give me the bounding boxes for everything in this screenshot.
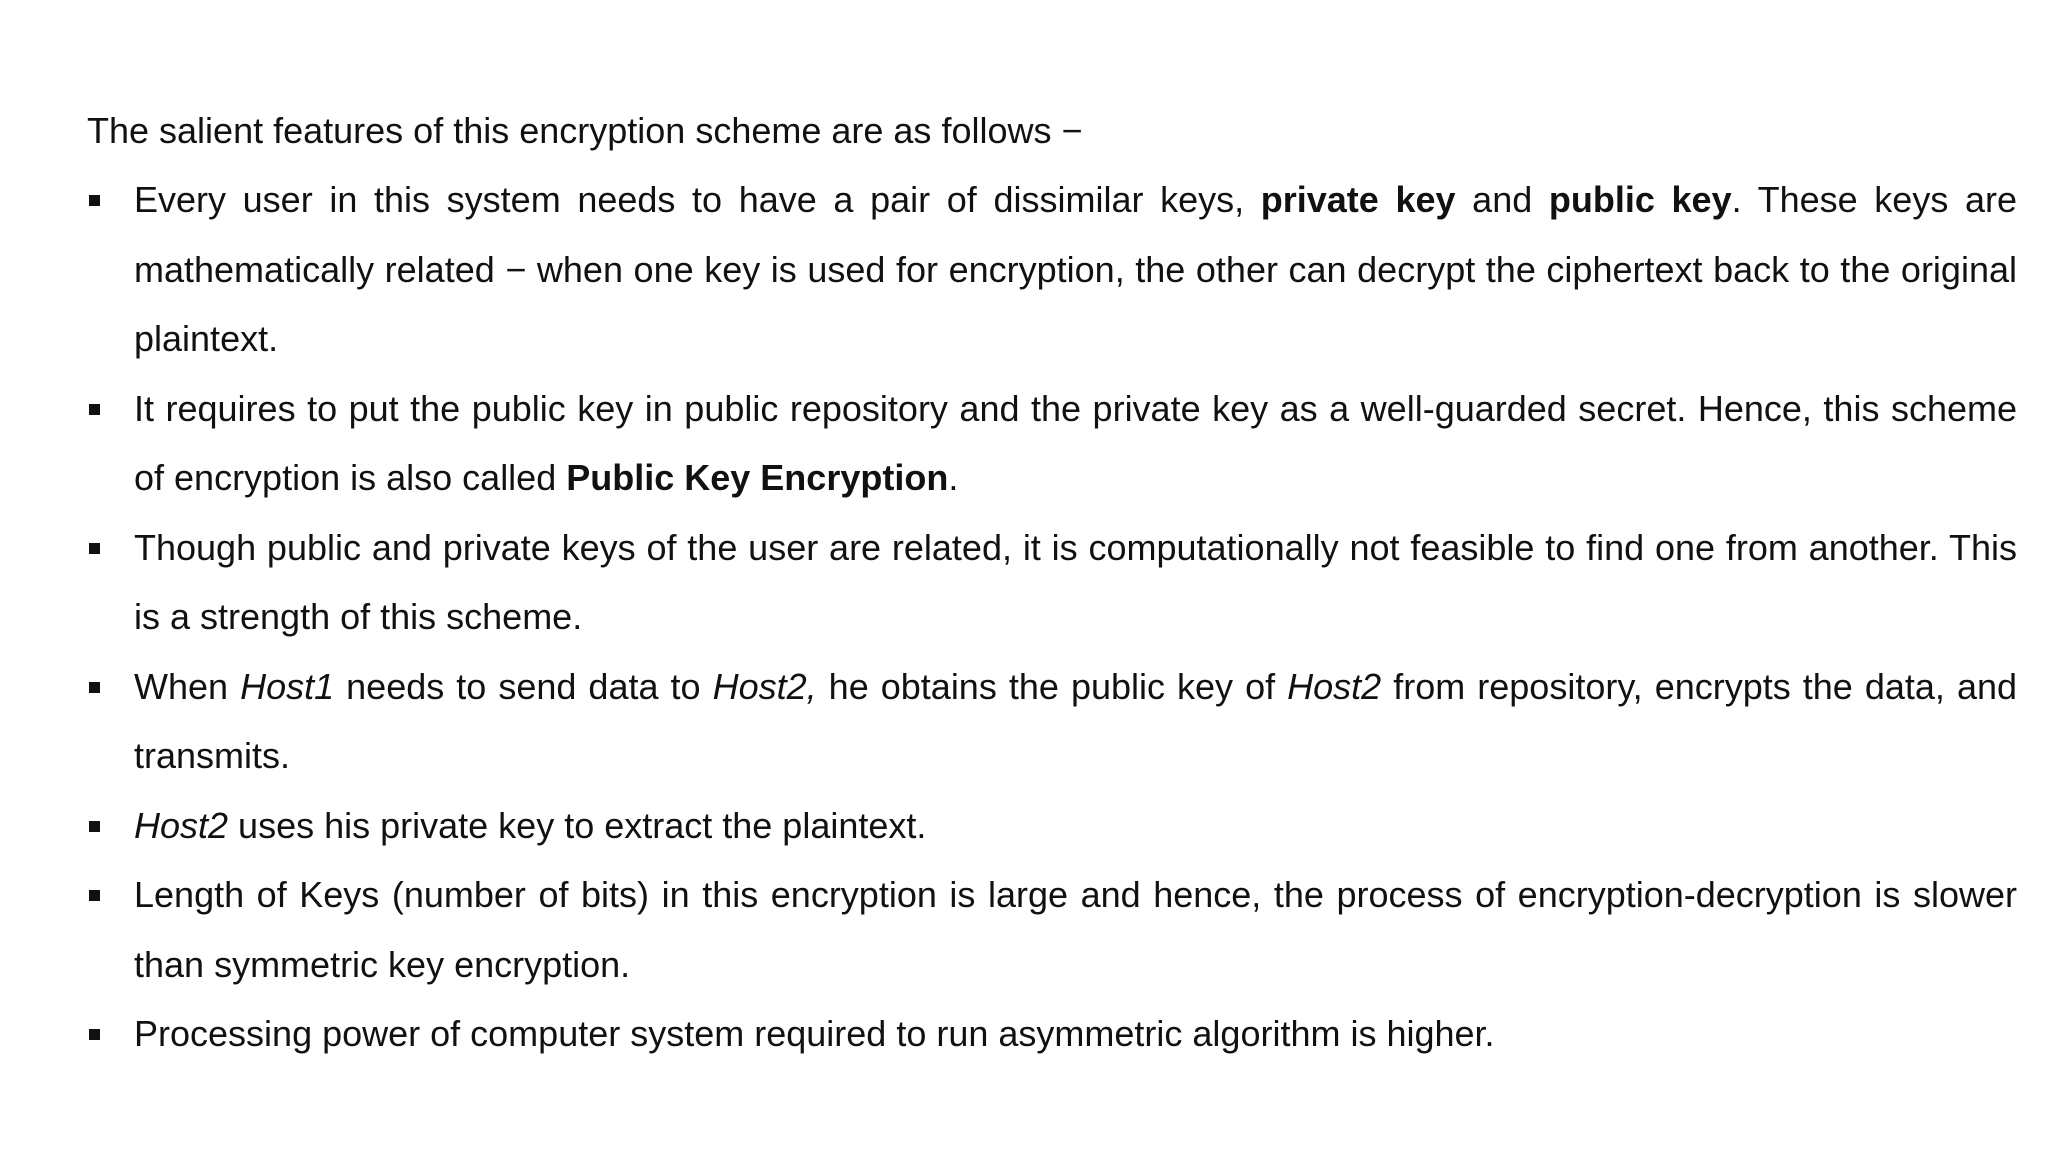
italic-text: Host2,: [712, 665, 817, 707]
square-bullet-icon: [89, 195, 100, 206]
text-segment: Processing power of computer system required to run asymmetric algorithm is higher.: [134, 1013, 1495, 1054]
italic-text: Host2: [134, 804, 229, 846]
list-item: [87, 860, 2017, 999]
text-segment: he obtains the public key of: [816, 665, 1288, 707]
text-segment: It requires to put the public key in public repository and the private key as a well-guarded secret. Hence, this scheme of encryption is also called: [134, 387, 2017, 498]
document-page: [87, 96, 2017, 1069]
text-segment: Every user in this system needs to have a pair of dissimilar keys,: [134, 179, 1261, 220]
text-segment: .: [948, 457, 959, 498]
italic-text: Host2: [1287, 665, 1382, 707]
text-segment: Though public and private keys of the user are related, it is computationally not feasible to find one from another. This is a strength of this scheme.: [134, 526, 2017, 637]
square-bullet-icon: [89, 543, 100, 554]
square-bullet-icon: [89, 1029, 100, 1040]
list-item: [87, 791, 2017, 861]
features-list: [87, 165, 2017, 1069]
text-segment: uses his private key to extract the plaintext.: [228, 804, 927, 846]
bold-text: public key: [1548, 179, 1732, 220]
list-item: [87, 165, 2017, 374]
text-segment: Length of Keys (number of bits) in this encryption is large and hence, the process of encryption-decryption is slower than symmetric key encryption.: [134, 874, 2017, 985]
intro-paragraph: The salient features of this encryption scheme are as follows −: [87, 110, 1083, 151]
bold-text: Public Key Encryption: [566, 457, 949, 498]
square-bullet-icon: [89, 682, 100, 693]
list-item: [87, 513, 2017, 652]
square-bullet-icon: [89, 821, 100, 832]
text-segment: and: [1455, 179, 1549, 220]
list-item: [87, 999, 2017, 1069]
italic-text: Host1: [240, 665, 335, 707]
text-segment: needs to send data to: [334, 665, 713, 707]
bold-text: private key: [1260, 179, 1456, 220]
text-segment: . These keys are mathematically related − when one key is used for encryption, the other can decrypt the ciphertext back to the original plaintext.: [134, 179, 2018, 359]
list-item: [87, 652, 2017, 791]
list-item: [87, 374, 2017, 513]
text-segment: from repository, encrypts the data, and transmits.: [134, 665, 2018, 776]
text-segment: When: [134, 665, 241, 707]
square-bullet-icon: [89, 890, 100, 901]
square-bullet-icon: [89, 404, 100, 415]
